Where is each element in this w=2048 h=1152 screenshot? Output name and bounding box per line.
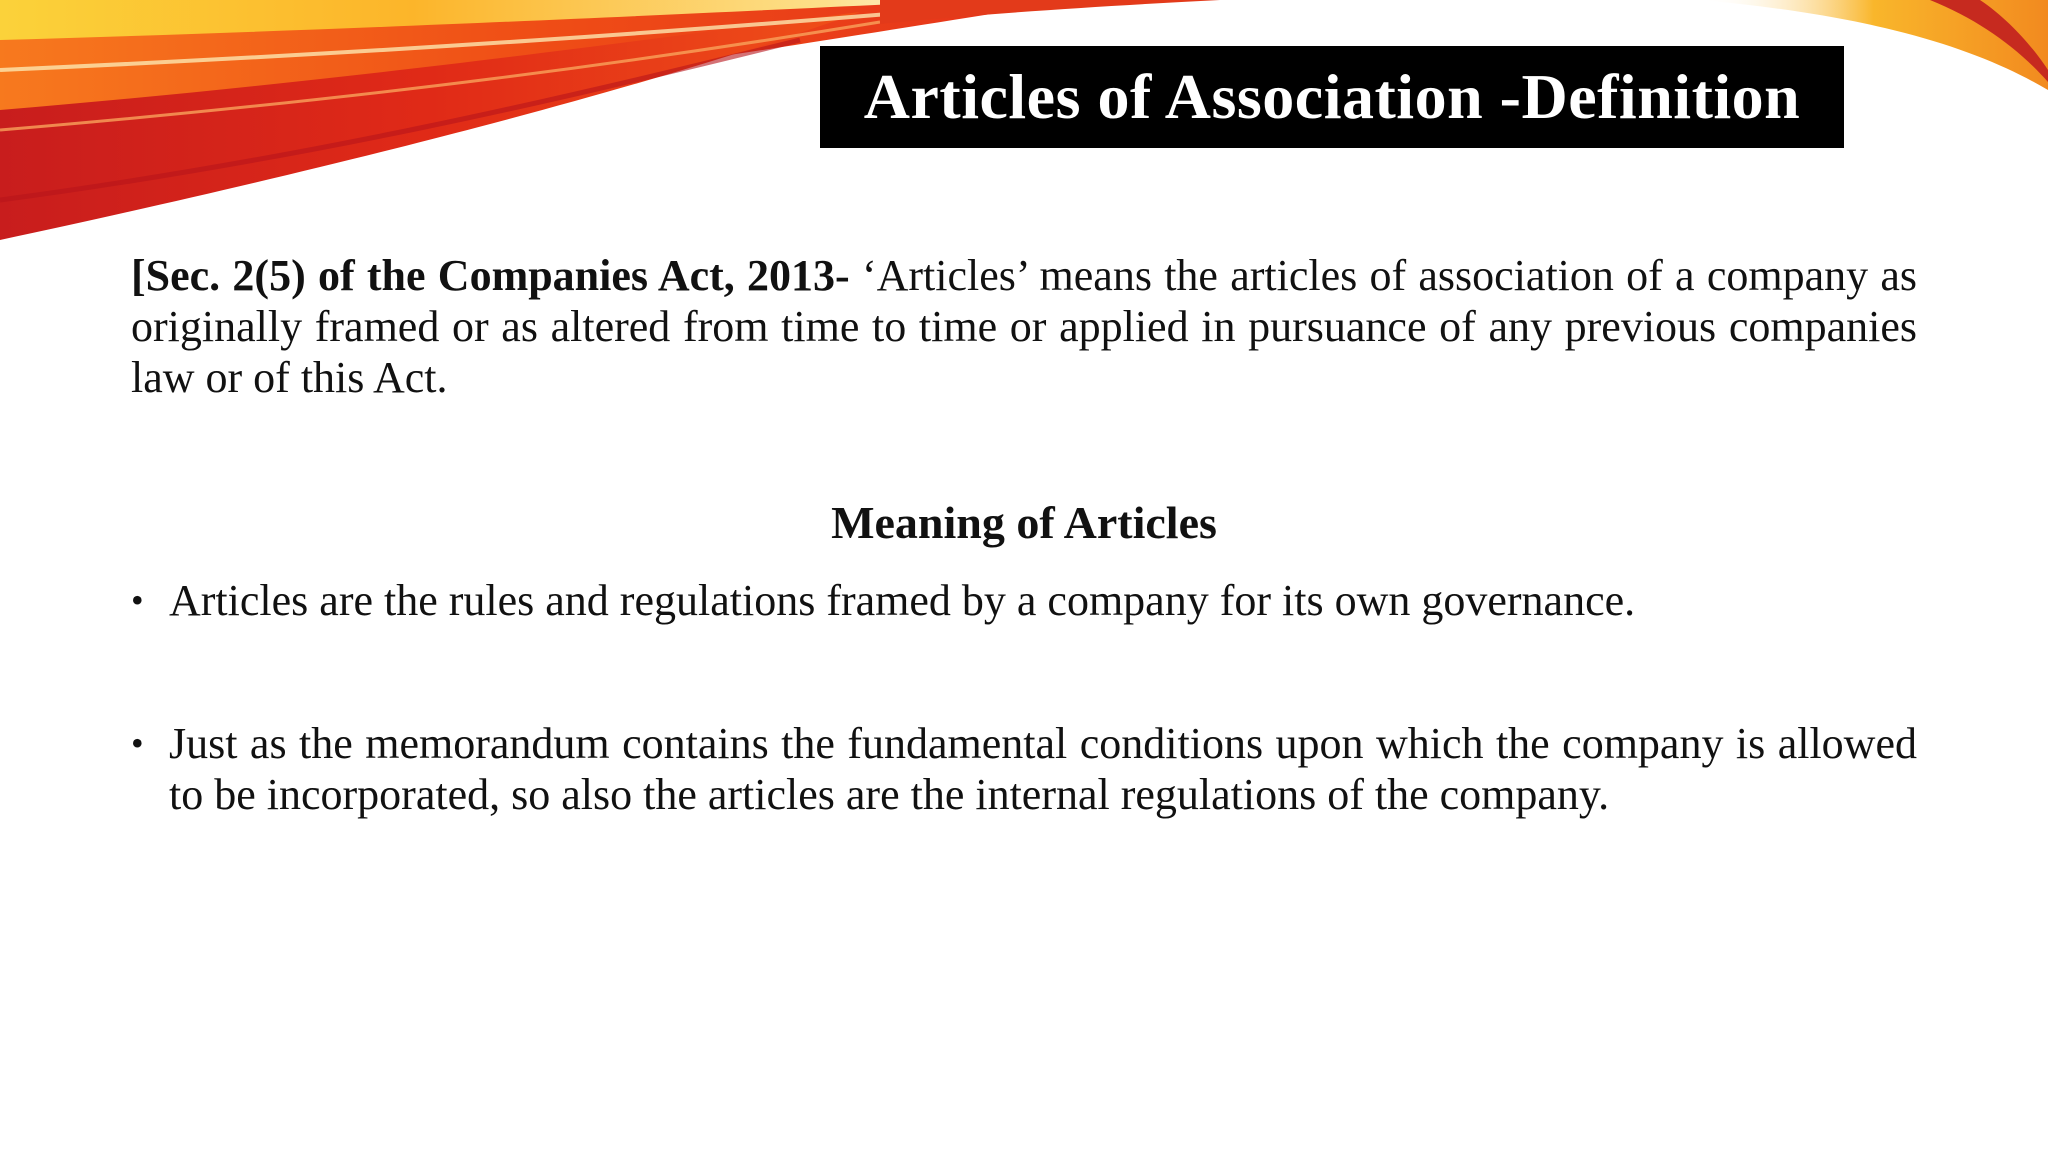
section-reference: [Sec. 2(5) of the Companies Act, 2013- <box>131 251 850 300</box>
bullet-marker: • <box>131 723 144 763</box>
slide-title: Articles of Association -Definition <box>863 61 1801 132</box>
definition-paragraph <box>131 250 1917 403</box>
bullet-marker: • <box>131 580 144 620</box>
title-box <box>820 46 1844 148</box>
bullet-item <box>131 718 1917 820</box>
section-subheading: Meaning of Articles <box>831 497 1217 548</box>
bullet-text: Articles are the rules and regulations framed by a company for its own governance. <box>169 576 1636 625</box>
definition-text: ‘Articles’ means the articles of association of a company as originally framed or as altered from time to time or applied in pursuance of any previous companies law or of this Act. <box>131 251 1918 402</box>
bullet-text: Just as the memorandum contains the fundamental conditions upon which the company is allowed to be incorporated, so also the articles are the internal regulations of the company. <box>169 719 1917 819</box>
bullet-item <box>131 575 1917 626</box>
